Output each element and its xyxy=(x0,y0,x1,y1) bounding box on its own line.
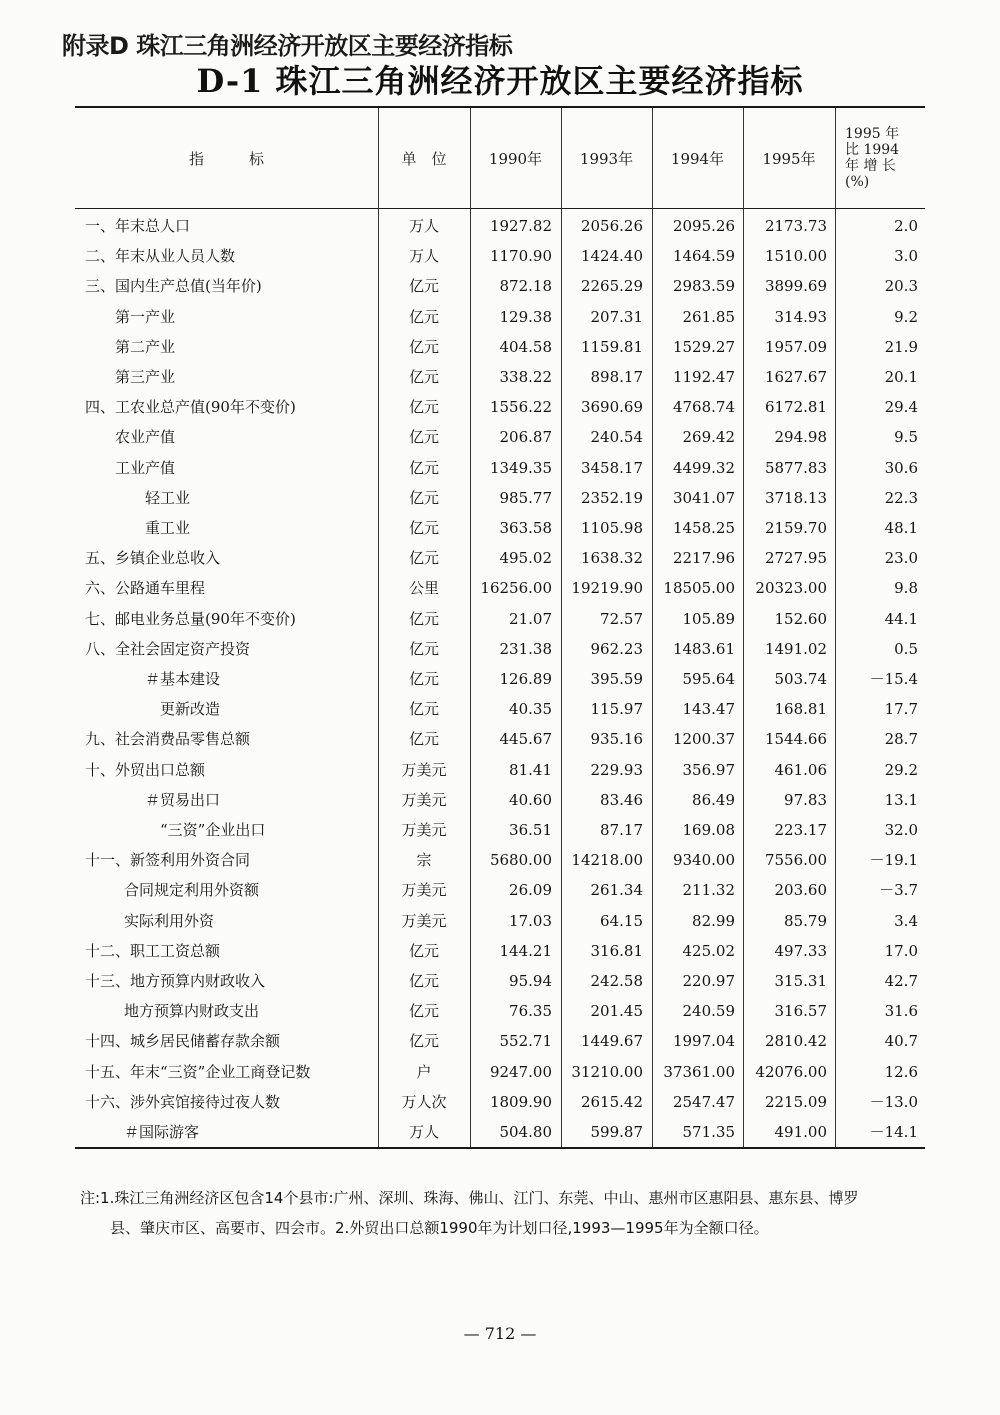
row-growth: 31.6 xyxy=(884,1002,918,1021)
row-value-1995: 315.31 xyxy=(774,972,827,990)
row-value-1994: 9340.00 xyxy=(672,851,735,870)
row-value-1990: 21.07 xyxy=(509,609,552,628)
row-value-1994: 3041.07 xyxy=(672,488,735,507)
table-row xyxy=(75,755,925,785)
table-row xyxy=(75,875,925,905)
row-value-1993: 240.54 xyxy=(590,428,643,447)
row-value-1990: 495.02 xyxy=(499,549,552,568)
row-unit: 万人次 xyxy=(401,1092,447,1111)
table-row xyxy=(75,664,925,694)
row-unit: 万美元 xyxy=(401,821,447,839)
row-value-1993: 316.81 xyxy=(590,941,643,960)
row-value-1990: 36.51 xyxy=(509,821,552,839)
table-row xyxy=(75,1087,925,1117)
row-indicator: 十一、新签利用外资合同 xyxy=(85,851,251,870)
row-value-1994: 261.85 xyxy=(682,307,735,326)
table-row xyxy=(75,785,925,815)
row-value-1994: 86.49 xyxy=(692,790,735,809)
row-growth: 23.0 xyxy=(884,549,918,568)
row-value-1995: 491.00 xyxy=(774,1123,827,1141)
row-growth: 32.0 xyxy=(884,821,918,839)
row-indicator: 合同规定利用外资额 xyxy=(124,881,260,900)
header-unit: 单 位 xyxy=(401,149,447,168)
row-value-1995: 2810.42 xyxy=(764,1032,827,1051)
row-value-1995: 2727.95 xyxy=(764,549,827,568)
row-indicator: 工业产值 xyxy=(115,458,176,477)
row-value-1993: 3458.17 xyxy=(580,458,643,477)
row-value-1994: 105.89 xyxy=(682,609,735,628)
row-unit: 万美元 xyxy=(401,790,447,809)
row-value-1995: 85.79 xyxy=(784,911,827,930)
row-value-1990: 126.89 xyxy=(499,670,552,688)
row-indicator: 更新改造 xyxy=(160,700,221,719)
row-unit: 亿元 xyxy=(408,488,439,507)
row-indicator: 第一产业 xyxy=(115,307,176,326)
row-value-1990: 872.18 xyxy=(499,277,552,296)
row-indicator: 农业产值 xyxy=(115,428,176,447)
row-value-1990: 552.71 xyxy=(499,1032,552,1051)
row-value-1990: 16256.00 xyxy=(480,579,552,598)
table-row xyxy=(75,634,925,664)
row-value-1993: 229.93 xyxy=(590,760,643,779)
row-unit: 亿元 xyxy=(408,428,439,447)
row-growth: 9.5 xyxy=(894,428,918,447)
row-value-1995: 42076.00 xyxy=(755,1062,827,1081)
row-value-1995: 503.74 xyxy=(774,670,827,688)
row-value-1995: 1491.02 xyxy=(764,639,827,658)
row-value-1990: 404.58 xyxy=(499,337,552,356)
row-value-1990: 81.41 xyxy=(509,760,552,779)
row-value-1994: 211.32 xyxy=(682,881,735,900)
row-indicator: 二、年末从业人员人数 xyxy=(85,247,236,266)
row-value-1995: 314.93 xyxy=(774,307,827,326)
row-indicator: 第二产业 xyxy=(115,337,176,356)
row-value-1995: 5877.83 xyxy=(764,458,827,477)
row-value-1993: 72.57 xyxy=(600,609,643,628)
row-indicator: 第三产业 xyxy=(115,368,176,386)
row-value-1993: 1638.32 xyxy=(580,549,643,568)
row-indicator: 十二、职工工资总额 xyxy=(85,941,221,960)
row-indicator: 三、国内生产总值(当年价) xyxy=(85,277,262,296)
row-unit: 亿元 xyxy=(408,307,439,326)
header-1994: 1994年 xyxy=(670,149,725,168)
row-value-1995: 97.83 xyxy=(784,790,827,809)
row-value-1993: 87.17 xyxy=(600,821,643,839)
row-unit: 亿元 xyxy=(408,730,439,749)
row-value-1994: 269.42 xyxy=(682,428,735,447)
row-growth: 21.9 xyxy=(884,337,918,356)
header-1995: 1995年 xyxy=(762,149,816,168)
row-value-1994: 356.97 xyxy=(682,760,735,779)
table-row xyxy=(75,271,925,301)
row-value-1990: 363.58 xyxy=(499,519,552,537)
table-row xyxy=(75,1026,925,1056)
row-value-1995: 7556.00 xyxy=(764,851,827,870)
row-value-1995: 2159.70 xyxy=(764,519,827,537)
table-row xyxy=(75,392,925,422)
row-growth: 20.3 xyxy=(884,277,918,296)
table-row xyxy=(75,1057,925,1087)
row-indicator: 十、外贸出口总额 xyxy=(85,760,206,779)
table-title: D-1 珠江三角洲经济开放区主要经济指标 xyxy=(196,62,804,100)
row-value-1994: 169.08 xyxy=(682,821,735,839)
table-row xyxy=(75,332,925,362)
row-value-1994: 240.59 xyxy=(682,1002,735,1021)
row-value-1993: 2615.42 xyxy=(580,1092,643,1111)
row-unit: 万美元 xyxy=(401,911,447,930)
row-value-1994: 2095.26 xyxy=(672,217,735,235)
row-value-1995: 316.57 xyxy=(774,1002,827,1021)
table-row xyxy=(75,302,925,332)
row-indicator: 四、工农业总产值(90年不变价) xyxy=(85,398,296,417)
table-row xyxy=(75,543,925,573)
row-indicator: 五、乡镇企业总收入 xyxy=(85,549,221,568)
row-value-1990: 1927.82 xyxy=(489,217,552,235)
row-indicator: 十四、城乡居民储蓄存款余额 xyxy=(85,1032,281,1051)
table-row xyxy=(75,906,925,936)
row-growth: 30.6 xyxy=(884,458,918,477)
row-growth: 3.0 xyxy=(894,247,918,266)
row-value-1990: 129.38 xyxy=(499,307,552,326)
row-value-1990: 76.35 xyxy=(509,1002,552,1021)
row-unit: 亿元 xyxy=(408,398,439,417)
row-value-1994: 2217.96 xyxy=(672,549,735,568)
appendix-title: 附录D 珠江三角洲经济开放区主要经济指标 xyxy=(62,32,513,60)
row-value-1993: 935.16 xyxy=(590,730,643,749)
row-value-1993: 64.15 xyxy=(600,911,643,930)
row-indicator: ＃基本建设 xyxy=(145,670,221,688)
row-value-1990: 144.21 xyxy=(499,941,552,960)
row-unit: 万人 xyxy=(408,247,439,266)
row-unit: 万美元 xyxy=(401,881,447,900)
row-growth: －3.7 xyxy=(879,881,918,900)
row-value-1994: 2983.59 xyxy=(672,277,735,296)
row-unit: 亿元 xyxy=(408,609,439,628)
row-unit: 亿元 xyxy=(408,1032,439,1051)
row-indicator: 实际利用外资 xyxy=(124,911,215,930)
row-growth: 9.8 xyxy=(894,579,918,598)
row-value-1993: 115.97 xyxy=(590,700,643,719)
row-value-1993: 261.34 xyxy=(590,881,643,900)
row-value-1994: 571.35 xyxy=(682,1123,735,1141)
row-unit: 宗 xyxy=(416,851,432,870)
row-growth: 42.7 xyxy=(884,972,918,990)
row-unit: 亿元 xyxy=(408,549,439,568)
row-value-1994: 37361.00 xyxy=(663,1062,735,1081)
footnote-line: 县、肇庆市区、高要市、四会市。2.外贸出口总额1990年为计划口径,1993—1995年为全额口径。 xyxy=(110,1219,769,1237)
row-growth: 20.1 xyxy=(884,368,918,386)
row-growth: 3.4 xyxy=(894,911,918,930)
table-row xyxy=(75,724,925,754)
row-value-1993: 2056.26 xyxy=(580,217,643,235)
row-value-1994: 1192.47 xyxy=(672,368,735,386)
row-unit: 户 xyxy=(416,1062,432,1081)
row-value-1990: 231.38 xyxy=(499,639,552,658)
row-value-1995: 497.33 xyxy=(774,941,827,960)
table-row xyxy=(75,815,925,845)
row-unit: 亿元 xyxy=(408,639,439,658)
table-row xyxy=(75,694,925,724)
row-value-1995: 3899.69 xyxy=(764,277,827,296)
row-value-1993: 1105.98 xyxy=(580,519,643,537)
row-value-1993: 83.46 xyxy=(600,790,643,809)
page-number: — 712 — xyxy=(463,1324,537,1343)
row-indicator: 地方预算内财政支出 xyxy=(124,1002,260,1021)
row-value-1990: 1556.22 xyxy=(489,398,552,417)
row-value-1993: 2352.19 xyxy=(580,488,643,507)
row-value-1990: 206.87 xyxy=(499,428,552,447)
row-unit: 亿元 xyxy=(408,670,439,688)
row-growth: 12.6 xyxy=(884,1062,918,1081)
row-value-1994: 1458.25 xyxy=(672,519,735,537)
row-growth: －15.4 xyxy=(869,670,918,688)
row-unit: 亿元 xyxy=(408,277,439,296)
row-unit: 亿元 xyxy=(408,1002,439,1021)
footnote-line: 注:1.珠江三角洲经济区包含14个县市:广州、深圳、珠海、佛山、江门、东莞、中山、惠州市区惠阳县、惠东县、博罗 xyxy=(80,1189,859,1207)
row-growth: 48.1 xyxy=(884,519,918,537)
row-indicator: 十三、地方预算内财政收入 xyxy=(85,972,266,990)
row-value-1994: 220.97 xyxy=(682,972,735,990)
row-value-1993: 19219.90 xyxy=(571,579,643,598)
row-value-1995: 2215.09 xyxy=(764,1092,827,1111)
row-value-1994: 4499.32 xyxy=(672,458,735,477)
row-indicator: ＃国际游客 xyxy=(124,1123,200,1141)
row-value-1990: 1809.90 xyxy=(489,1092,552,1111)
row-indicator: 重工业 xyxy=(145,519,191,537)
table-row xyxy=(75,996,925,1026)
table-row xyxy=(75,241,925,271)
row-indicator: 九、社会消费品零售总额 xyxy=(85,730,251,749)
row-value-1995: 1544.66 xyxy=(764,730,827,749)
table-row xyxy=(75,604,925,634)
table-row xyxy=(75,513,925,543)
row-value-1995: 294.98 xyxy=(774,428,827,447)
row-value-1995: 6172.81 xyxy=(764,398,827,417)
row-indicator: ＃贸易出口 xyxy=(145,790,221,809)
row-indicator: 轻工业 xyxy=(145,488,191,507)
row-value-1995: 1957.09 xyxy=(764,337,827,356)
row-value-1995: 3718.13 xyxy=(764,488,827,507)
row-unit: 公里 xyxy=(408,579,439,598)
row-unit: 亿元 xyxy=(408,458,439,477)
row-value-1994: 82.99 xyxy=(692,911,735,930)
row-value-1990: 95.94 xyxy=(509,972,552,990)
row-unit: 亿元 xyxy=(408,700,439,719)
row-value-1993: 201.45 xyxy=(590,1002,643,1021)
row-unit: 亿元 xyxy=(408,972,439,990)
row-value-1993: 207.31 xyxy=(590,307,643,326)
row-unit: 亿元 xyxy=(408,519,439,537)
row-value-1990: 40.60 xyxy=(509,790,552,809)
row-value-1990: 9247.00 xyxy=(489,1062,552,1081)
row-growth: 29.4 xyxy=(884,398,918,417)
row-value-1990: 5680.00 xyxy=(489,851,552,870)
row-growth: －14.1 xyxy=(869,1123,918,1141)
row-value-1994: 4768.74 xyxy=(672,398,735,417)
row-value-1995: 1510.00 xyxy=(764,247,827,266)
row-unit: 亿元 xyxy=(408,368,439,386)
row-value-1990: 40.35 xyxy=(509,700,552,719)
row-growth: 29.2 xyxy=(884,760,918,779)
row-growth: －19.1 xyxy=(869,851,918,870)
row-value-1994: 2547.47 xyxy=(672,1092,735,1111)
row-value-1993: 3690.69 xyxy=(580,398,643,417)
row-value-1993: 395.59 xyxy=(590,670,643,688)
row-indicator: 十五、年末“三资”企业工商登记数 xyxy=(85,1062,311,1081)
row-value-1995: 461.06 xyxy=(774,760,827,779)
row-value-1994: 1200.37 xyxy=(672,730,735,749)
row-growth: 9.2 xyxy=(894,307,918,326)
row-unit: 万人 xyxy=(408,217,439,235)
row-indicator: 六、公路通车里程 xyxy=(85,579,206,598)
row-indicator: “三资”企业出口 xyxy=(160,821,266,839)
row-value-1994: 1464.59 xyxy=(672,247,735,266)
header-1990: 1990年 xyxy=(488,149,543,168)
table-row xyxy=(75,211,925,241)
row-unit: 亿元 xyxy=(408,337,439,356)
row-value-1993: 2265.29 xyxy=(580,277,643,296)
row-unit: 亿元 xyxy=(408,941,439,960)
row-growth: 13.1 xyxy=(884,790,918,809)
row-growth: 2.0 xyxy=(894,217,918,235)
row-value-1990: 445.67 xyxy=(499,730,552,749)
row-value-1993: 962.23 xyxy=(590,639,643,658)
row-unit: 万人 xyxy=(408,1123,439,1141)
table-header-rule xyxy=(75,208,925,209)
row-value-1995: 152.60 xyxy=(774,609,827,628)
row-value-1994: 1997.04 xyxy=(672,1032,735,1051)
row-value-1993: 1424.40 xyxy=(580,247,643,266)
header-growth: 1995 年 比 1994 年 增 长 (%) xyxy=(845,125,900,191)
row-value-1995: 168.81 xyxy=(774,700,827,719)
row-value-1990: 985.77 xyxy=(499,488,552,507)
row-value-1995: 223.17 xyxy=(774,821,827,839)
row-growth: －13.0 xyxy=(869,1092,918,1111)
table-row xyxy=(75,422,925,452)
row-growth: 17.0 xyxy=(884,941,918,960)
table-row xyxy=(75,1117,925,1147)
table-row xyxy=(75,845,925,875)
row-value-1990: 1349.35 xyxy=(489,458,552,477)
row-value-1994: 1529.27 xyxy=(672,337,735,356)
row-value-1993: 599.87 xyxy=(590,1123,643,1141)
header-1993: 1993年 xyxy=(579,149,634,168)
table-row xyxy=(75,936,925,966)
row-value-1995: 2173.73 xyxy=(764,217,827,235)
header-indicator: 指 标 xyxy=(188,149,264,168)
row-value-1993: 31210.00 xyxy=(571,1062,643,1081)
row-value-1995: 1627.67 xyxy=(764,368,827,386)
row-value-1990: 338.22 xyxy=(499,368,552,386)
table-bottom-rule xyxy=(75,1147,925,1149)
row-value-1994: 1483.61 xyxy=(672,639,735,658)
table-row xyxy=(75,966,925,996)
row-indicator: 十六、涉外宾馆接待过夜人数 xyxy=(85,1092,281,1111)
row-value-1994: 425.02 xyxy=(682,941,735,960)
row-growth: 17.7 xyxy=(884,700,918,719)
row-value-1990: 1170.90 xyxy=(489,247,552,266)
row-growth: 44.1 xyxy=(884,609,918,628)
row-value-1994: 18505.00 xyxy=(663,579,735,598)
row-unit: 万美元 xyxy=(401,760,447,779)
row-value-1993: 14218.00 xyxy=(571,851,643,870)
row-value-1994: 143.47 xyxy=(682,700,735,719)
row-growth: 22.3 xyxy=(884,488,918,507)
row-value-1994: 595.64 xyxy=(682,670,735,688)
row-value-1995: 20323.00 xyxy=(755,579,827,598)
row-value-1993: 1159.81 xyxy=(580,337,643,356)
table-row xyxy=(75,453,925,483)
row-value-1993: 242.58 xyxy=(590,972,643,990)
row-growth: 40.7 xyxy=(884,1032,918,1051)
table-row xyxy=(75,573,925,603)
footnote xyxy=(80,1183,940,1243)
row-value-1990: 26.09 xyxy=(509,881,552,900)
row-value-1990: 17.03 xyxy=(509,911,552,930)
row-indicator: 八、全社会固定资产投资 xyxy=(85,639,251,658)
table-row xyxy=(75,483,925,513)
row-value-1990: 504.80 xyxy=(499,1123,552,1141)
row-value-1993: 898.17 xyxy=(590,368,643,386)
row-indicator: 一、年末总人口 xyxy=(85,217,191,235)
row-indicator: 七、邮电业务总量(90年不变价) xyxy=(85,609,296,628)
row-growth: 28.7 xyxy=(884,730,918,749)
table-row xyxy=(75,362,925,392)
row-value-1993: 1449.67 xyxy=(580,1032,643,1051)
row-value-1995: 203.60 xyxy=(774,881,827,900)
row-growth: 0.5 xyxy=(894,639,918,658)
